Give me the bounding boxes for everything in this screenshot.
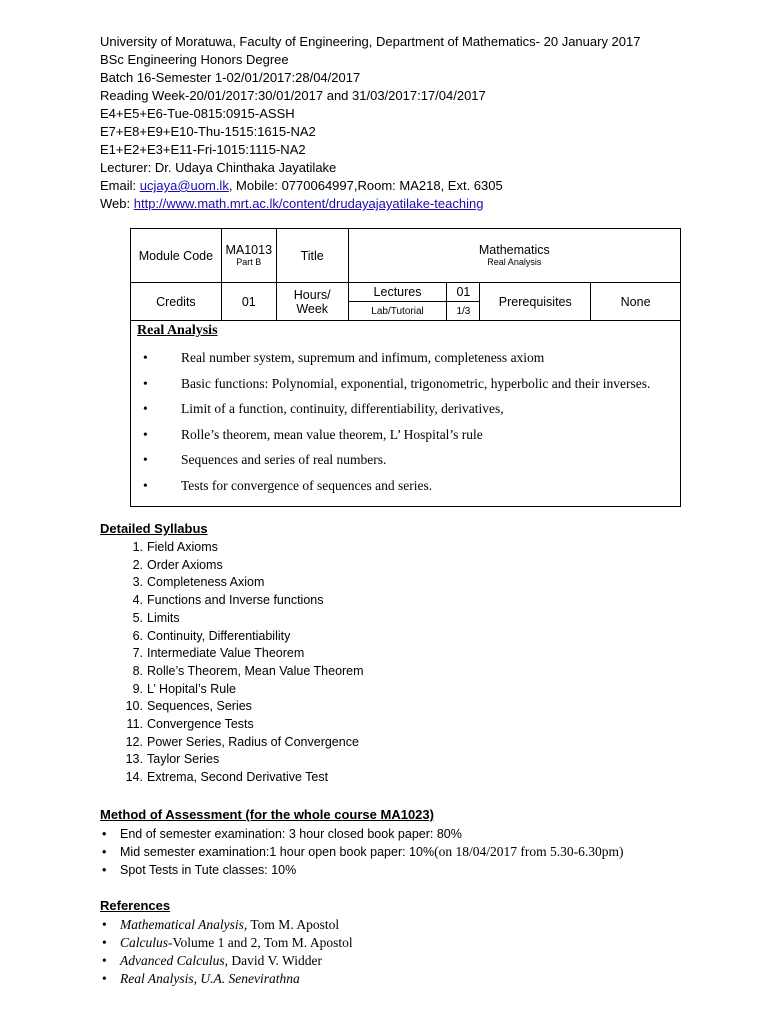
item-text: Field Axioms [147, 540, 218, 554]
reference-title: Mathematical Analysis, [120, 917, 248, 932]
module-code-cell [221, 229, 276, 283]
email-link[interactable]: ucjaya@uom.lk [139, 178, 229, 193]
list-item [118, 751, 364, 769]
reference-author: Tom M. Apostol [247, 917, 340, 932]
content-text: Sequences and series of real numbers. [181, 452, 387, 467]
email-label: Email: [100, 178, 137, 193]
header-degree: BSc Engineering Honors Degree [100, 52, 289, 67]
module-content-cell [131, 321, 681, 507]
header-lecturer: Lecturer: Dr. Udaya Chinthaka Jayatilake [100, 160, 337, 175]
list-item [118, 716, 364, 734]
header-schedule-thu: E7+E8+E9+E10-Thu-1515:1615-NA2 [100, 124, 316, 139]
content-item [137, 396, 674, 422]
item-number: 11. [126, 717, 143, 732]
content-item [137, 422, 674, 448]
item-date: (on 18/04/2017 from 5.30-6.30pm) [434, 844, 624, 859]
reference-title: Calculus- [120, 935, 173, 950]
header-university: University of Moratuwa, Faculty of Engineering, Department of Mathematics- 20 January 2017 [100, 34, 641, 49]
list-item [118, 628, 364, 646]
bullet: • [102, 863, 107, 877]
bullet: • [143, 426, 148, 442]
content-title: Real Analysis [137, 323, 218, 338]
list-item [100, 843, 623, 861]
module-title: Mathematics [478, 243, 550, 257]
bullet: • [102, 827, 107, 841]
reference-title: Advanced Calculus, [120, 953, 228, 968]
lectures-value: 01 [447, 283, 480, 302]
bullet: • [102, 845, 107, 859]
item-number: 12. [125, 734, 143, 749]
list-item [118, 734, 364, 752]
bullet: • [143, 350, 148, 365]
module-code-label: Module Code [131, 229, 222, 283]
list-item [118, 663, 364, 681]
item-number: 4. [132, 593, 143, 608]
header-batch: Batch 16-Semester 1-02/01/2017:28/04/2017 [100, 70, 361, 85]
item-text: Functions and Inverse functions [147, 593, 324, 608]
item-number: 2. [132, 557, 143, 572]
title-label: Title [276, 229, 348, 283]
lab-value: 1/3 [447, 302, 480, 321]
list-item [118, 645, 364, 663]
header-reading-week: Reading Week-20/01/2017:30/01/2017 and 31/03/2017:17/04/2017 [100, 88, 486, 103]
bullet: • [143, 401, 148, 416]
module-part: Part B [236, 257, 262, 267]
item-text: Rolle’s Theorem, Mean Value Theorem [147, 663, 364, 678]
content-text: Limit of a function, continuity, differentiability, derivatives, [181, 401, 504, 416]
list-item [100, 952, 353, 970]
bullet: • [143, 477, 148, 493]
bullet: • [143, 452, 148, 467]
header-contact [100, 177, 700, 195]
lectures-label: Lectures [348, 283, 447, 302]
item-text: Power Series, Radius of Convergence [147, 734, 359, 749]
item-text: Convergence Tests [147, 717, 254, 732]
content-text: Real number system, supremum and infimum, completeness axiom [181, 350, 545, 365]
bullet: • [102, 917, 107, 932]
list-item [118, 557, 364, 575]
credits-value: 01 [221, 283, 276, 321]
references-heading: References [100, 898, 171, 913]
reference-author: Volume 1 and 2, Tom M. Apostol [172, 935, 353, 950]
list-item [100, 861, 623, 879]
assessment-list [100, 825, 623, 879]
module-table [130, 228, 681, 507]
item-number: 5. [132, 610, 143, 625]
credits-label: Credits [131, 283, 222, 321]
item-text: Taylor Series [147, 752, 220, 767]
item-number: 14. [125, 770, 143, 785]
list-item [100, 934, 353, 952]
content-text: Tests for convergence of sequences and series. [181, 477, 433, 493]
list-item [118, 592, 364, 610]
item-text: Extrema, Second Derivative Test [147, 770, 329, 785]
item-number: 9. [132, 681, 143, 696]
prerequisites-label: Prerequisites [480, 283, 591, 321]
assessment-heading: Method of Assessment (for the whole course MA1023) [100, 807, 434, 822]
list-item [100, 825, 623, 843]
item-text: Sequences, Series [147, 699, 252, 714]
item-number: 3. [132, 575, 143, 590]
module-subtitle: Real Analysis [487, 257, 542, 267]
list-item [118, 610, 364, 628]
module-title-cell [348, 229, 680, 283]
list-item [118, 698, 364, 716]
list-item [118, 539, 364, 557]
contact-details: , Mobile: 0770064997,Room: MA218, Ext. 6305 [228, 178, 503, 193]
content-text: Basic functions: Polynomial, exponential, trigonometric, hyperbolic and their inverses. [181, 375, 651, 391]
bullet: • [143, 375, 148, 391]
item-text: L’ Hopital’s Rule [147, 681, 236, 696]
list-item [118, 681, 364, 699]
reference-author: David V. Widder [227, 953, 322, 968]
item-number: 8. [132, 663, 143, 678]
content-text: Rolle’s theorem, mean value theorem, L’ Hospital’s rule [181, 426, 483, 442]
list-item [100, 916, 353, 934]
item-text: Order Axioms [147, 557, 223, 572]
content-item [137, 447, 674, 473]
item-number: 13. [125, 752, 143, 767]
content-item [137, 371, 674, 397]
header-schedule-fri: E1+E2+E3+E11-Fri-1015:1115-NA2 [100, 142, 306, 157]
web-link[interactable]: http://www.math.mrt.ac.lk/content/drudayajayatilake-teaching [133, 196, 484, 211]
item-text: Intermediate Value Theorem [147, 646, 305, 661]
prerequisites-value: None [591, 283, 681, 321]
item-number: 10. [125, 699, 143, 714]
syllabus-list [118, 539, 364, 787]
syllabus-heading: Detailed Syllabus [100, 521, 208, 536]
header-schedule-tue: E4+E5+E6-Tue-0815:0915-ASSH [100, 106, 295, 121]
course-header [100, 33, 700, 213]
list-item [118, 769, 364, 787]
bullet: • [102, 935, 107, 950]
web-label: Web: [100, 196, 131, 211]
item-text: Limits [147, 610, 180, 625]
bullet: • [102, 971, 107, 986]
item-text: Mid semester examination:1 hour open book paper: 10% [120, 845, 435, 859]
item-number: 6. [132, 628, 143, 643]
item-text: End of semester examination: 3 hour closed book paper: 80% [120, 827, 462, 841]
references-list [100, 916, 353, 988]
bullet: • [102, 953, 107, 968]
item-text: Continuity, Differentiability [147, 628, 291, 643]
list-item [118, 574, 364, 592]
item-text: Completeness Axiom [147, 575, 265, 590]
module-code: MA1013 [225, 243, 273, 257]
content-item [137, 345, 674, 371]
hours-label: Hours/ Week [276, 283, 348, 321]
content-item [137, 473, 674, 499]
item-number: 7. [132, 646, 143, 661]
header-web [100, 195, 700, 213]
item-text: Spot Tests in Tute classes: 10% [120, 863, 297, 877]
reference-title: Real Analysis, U.A. Senevirathna [120, 971, 300, 986]
list-item [100, 970, 353, 988]
lab-label: Lab/Tutorial [348, 302, 447, 321]
item-number: 1. [132, 540, 143, 554]
